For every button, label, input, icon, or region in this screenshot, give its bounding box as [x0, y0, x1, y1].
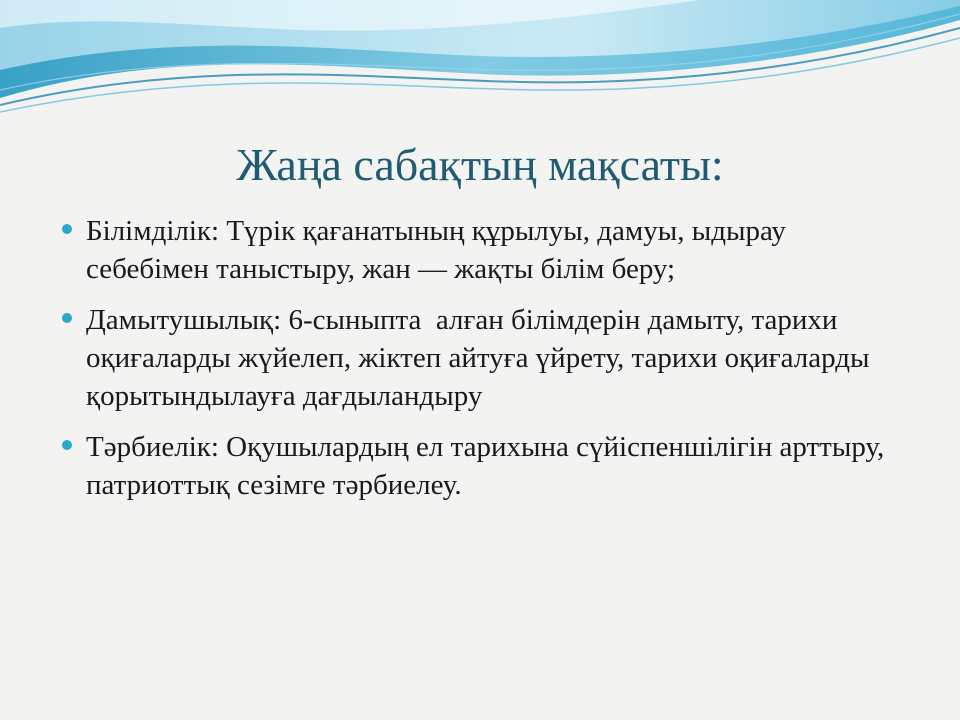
bullet-item-developmental [60, 301, 890, 415]
bullet-dot-icon [62, 440, 72, 450]
bullet-dot-icon [62, 224, 72, 234]
bullet-body: Түрік қағанатының құрылуы, дамуы, ыдырау себебімен таныстыру, жан — жақты білім беру; [86, 215, 794, 285]
wave-header-decoration [0, 0, 960, 115]
bullet-body: Оқушылардың ел тарихына сүйіспеншілігін арттыру, патриоттық сезімге тәрбиелеу. [86, 431, 892, 501]
objectives-list [60, 212, 890, 517]
bullet-text [86, 301, 890, 415]
slide-title: Жаңа сабақтың мақсаты: [236, 139, 724, 190]
bullet-text [86, 428, 890, 504]
bullet-label: Тәрбиелік: [86, 431, 219, 463]
bullet-label: Дамытушылық: [86, 304, 282, 336]
bullet-body: 6-сыныпта алған білімдерін дамыту, тарихи оқиғаларды жүйелеп, жіктеп айтуға үйрету, тарихи оқиғаларды қорытындылауға дағдыландыру [86, 304, 877, 412]
bullet-label: Білімділік: [86, 215, 220, 247]
bullet-text [86, 212, 890, 288]
bullet-dot-icon [62, 313, 72, 323]
bullet-item-educational [60, 212, 890, 288]
bullet-item-upbringing [60, 428, 890, 504]
